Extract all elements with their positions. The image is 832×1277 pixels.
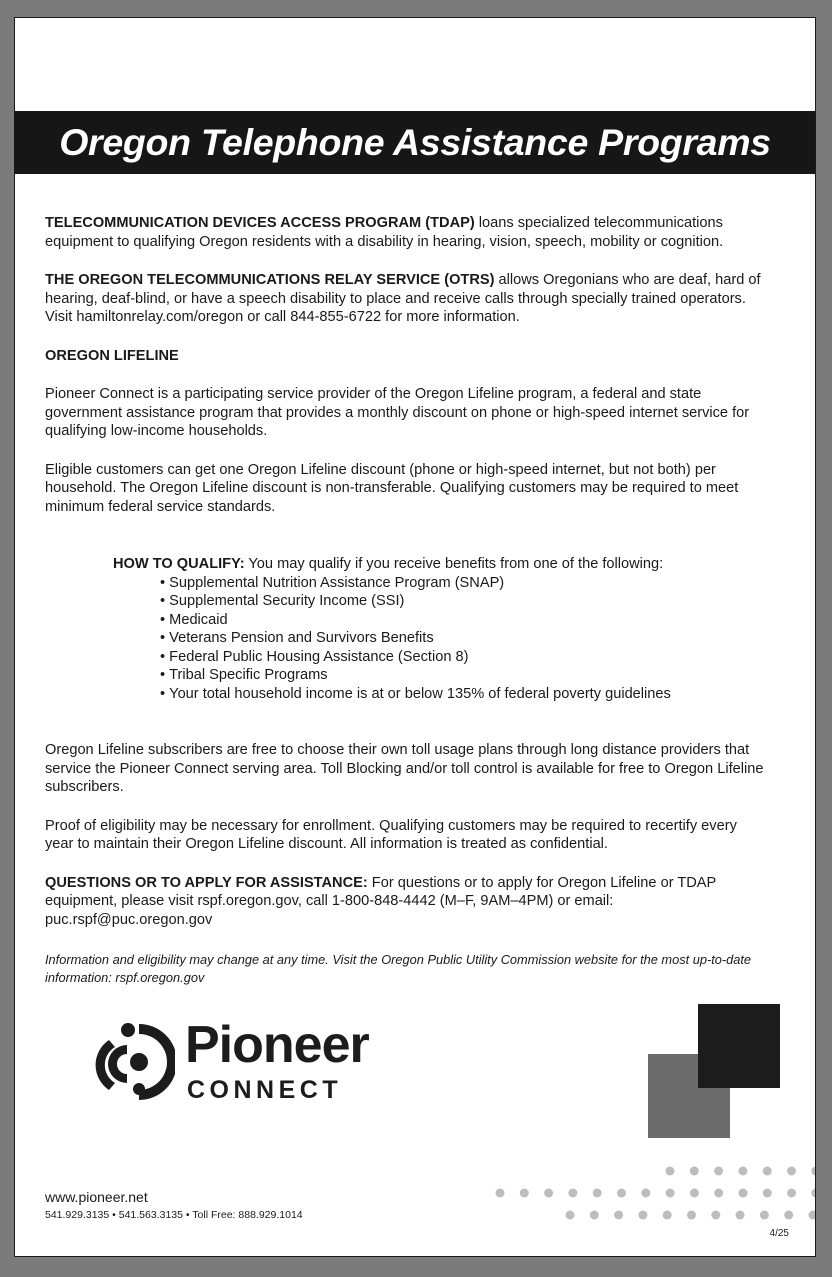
dot — [811, 1189, 815, 1198]
dot — [663, 1211, 672, 1220]
subscribers-paragraph: Oregon Lifeline subscribers are free to choose their own toll usage plans through long distance providers that service the Pioneer Connect serving area. Toll Blocking and/or toll control is available for free to Oregon Lifeline subscribers. — [45, 742, 764, 795]
dot — [496, 1189, 505, 1198]
dot — [593, 1189, 602, 1198]
logo-wordmark: Pioneer — [185, 1016, 369, 1074]
decorative-graphic — [470, 998, 815, 1228]
website-url: www.pioneer.net — [45, 1189, 148, 1205]
otrs-text: allows Oregonians who are deaf, hard of hearing, deaf-blind, or have a speech disability to place and receive calls through specially trained operators. Visit hamiltonrelay.com/oregon or call 844-855-6722 for more information. — [45, 272, 761, 325]
pioneer-logo-icon — [95, 1021, 175, 1103]
dot — [520, 1189, 529, 1198]
lifeline-heading: OREGON LIFELINE — [45, 347, 179, 364]
page-title: Oregon Telephone Assistance Programs — [59, 121, 771, 163]
dot-pattern — [496, 1167, 816, 1220]
dot — [590, 1211, 599, 1220]
tdap-text: loans specialized telecommunications equipment to qualifying Oregon residents with a disability in hearing, vision, speech, mobility or cognition. — [45, 215, 724, 250]
list-item: • Supplemental Nutrition Assistance Program (SNAP) — [160, 574, 765, 593]
tdap-paragraph — [45, 214, 765, 251]
dot — [787, 1189, 796, 1198]
pioneer-logo — [95, 1016, 435, 1106]
dot — [738, 1167, 747, 1176]
page-code: 4/25 — [769, 1228, 789, 1239]
dot — [811, 1167, 815, 1176]
dot — [760, 1211, 769, 1220]
list-item: • Federal Public Housing Assistance (Section 8) — [160, 648, 765, 667]
dot — [666, 1167, 675, 1176]
dot — [714, 1167, 723, 1176]
dot — [736, 1211, 745, 1220]
dot — [690, 1167, 699, 1176]
questions-text: For questions or to apply for Oregon Lifeline or TDAP equipment, please visit rspf.oregon.gov, call 1-800-848-4442 (M–F, 9AM–4PM) or email: puc.rspf@puc.oregon.gov — [45, 874, 717, 928]
dot — [687, 1211, 696, 1220]
logo-subtitle: CONNECT — [187, 1076, 343, 1104]
dot — [614, 1211, 623, 1220]
qualify-label: HOW TO QUALIFY: — [113, 556, 245, 572]
corner-shapes — [648, 1004, 780, 1138]
dot — [739, 1189, 748, 1198]
questions-paragraph — [45, 874, 765, 930]
qualify-intro: You may qualify if you receive benefits from one of the following: — [244, 556, 664, 572]
lifeline-paragraph-1: Pioneer Connect is a participating service provider of the Oregon Lifeline program, a federal and state government assistance program that provides a monthly discount on phone or high-speed internet service for qualifying low-income households. — [45, 386, 750, 439]
qualify-list — [45, 574, 765, 704]
list-item: • Your total household income is at or below 135% of federal poverty guidelines — [160, 685, 765, 704]
how-to-qualify — [45, 555, 765, 574]
dot — [711, 1211, 720, 1220]
dot — [763, 1167, 772, 1176]
dot — [568, 1189, 577, 1198]
dot — [714, 1189, 723, 1198]
title-bar — [15, 111, 815, 174]
main-content — [45, 214, 765, 987]
lifeline-paragraph-2: Eligible customers can get one Oregon Lifeline discount (phone or high-speed internet, but not both) per household. The Oregon Lifeline discount is non-transferable. Qualifying customers may be required to meet minimum federal service standards. — [45, 461, 739, 515]
list-item: • Tribal Specific Programs — [160, 666, 765, 685]
dot — [544, 1189, 553, 1198]
flyer-page — [14, 17, 816, 1257]
otrs-paragraph — [45, 271, 765, 327]
dot — [784, 1211, 793, 1220]
dot — [763, 1189, 772, 1198]
footer — [45, 1188, 303, 1222]
dot — [787, 1167, 796, 1176]
dot — [809, 1211, 816, 1220]
dot — [666, 1189, 675, 1198]
dot — [690, 1189, 699, 1198]
dot — [617, 1189, 626, 1198]
dot — [641, 1189, 650, 1198]
otrs-heading: THE OREGON TELECOMMUNICATIONS RELAY SERVICE (OTRS) — [45, 272, 495, 288]
questions-label: QUESTIONS OR TO APPLY FOR ASSISTANCE: — [45, 874, 368, 891]
disclaimer: Information and eligibility may change at any time. Visit the Oregon Public Utility Commission website for the most up-to-date information: rspf.oregon.gov — [45, 952, 752, 985]
list-item: • Medicaid — [160, 611, 765, 630]
tdap-heading: TELECOMMUNICATION DEVICES ACCESS PROGRAM (TDAP) — [45, 215, 475, 231]
dot — [566, 1211, 575, 1220]
phone-numbers: 541.929.3135 • 541.563.3135 • Toll Free: 888.929.1014 — [45, 1209, 303, 1221]
list-item: • Supplemental Security Income (SSI) — [160, 592, 765, 611]
list-item: • Veterans Pension and Survivors Benefits — [160, 629, 765, 648]
proof-paragraph: Proof of eligibility may be necessary for enrollment. Qualifying customers may be required to recertify every year to maintain their Oregon Lifeline discount. All information is treated as confidential. — [45, 817, 737, 852]
dot — [638, 1211, 647, 1220]
